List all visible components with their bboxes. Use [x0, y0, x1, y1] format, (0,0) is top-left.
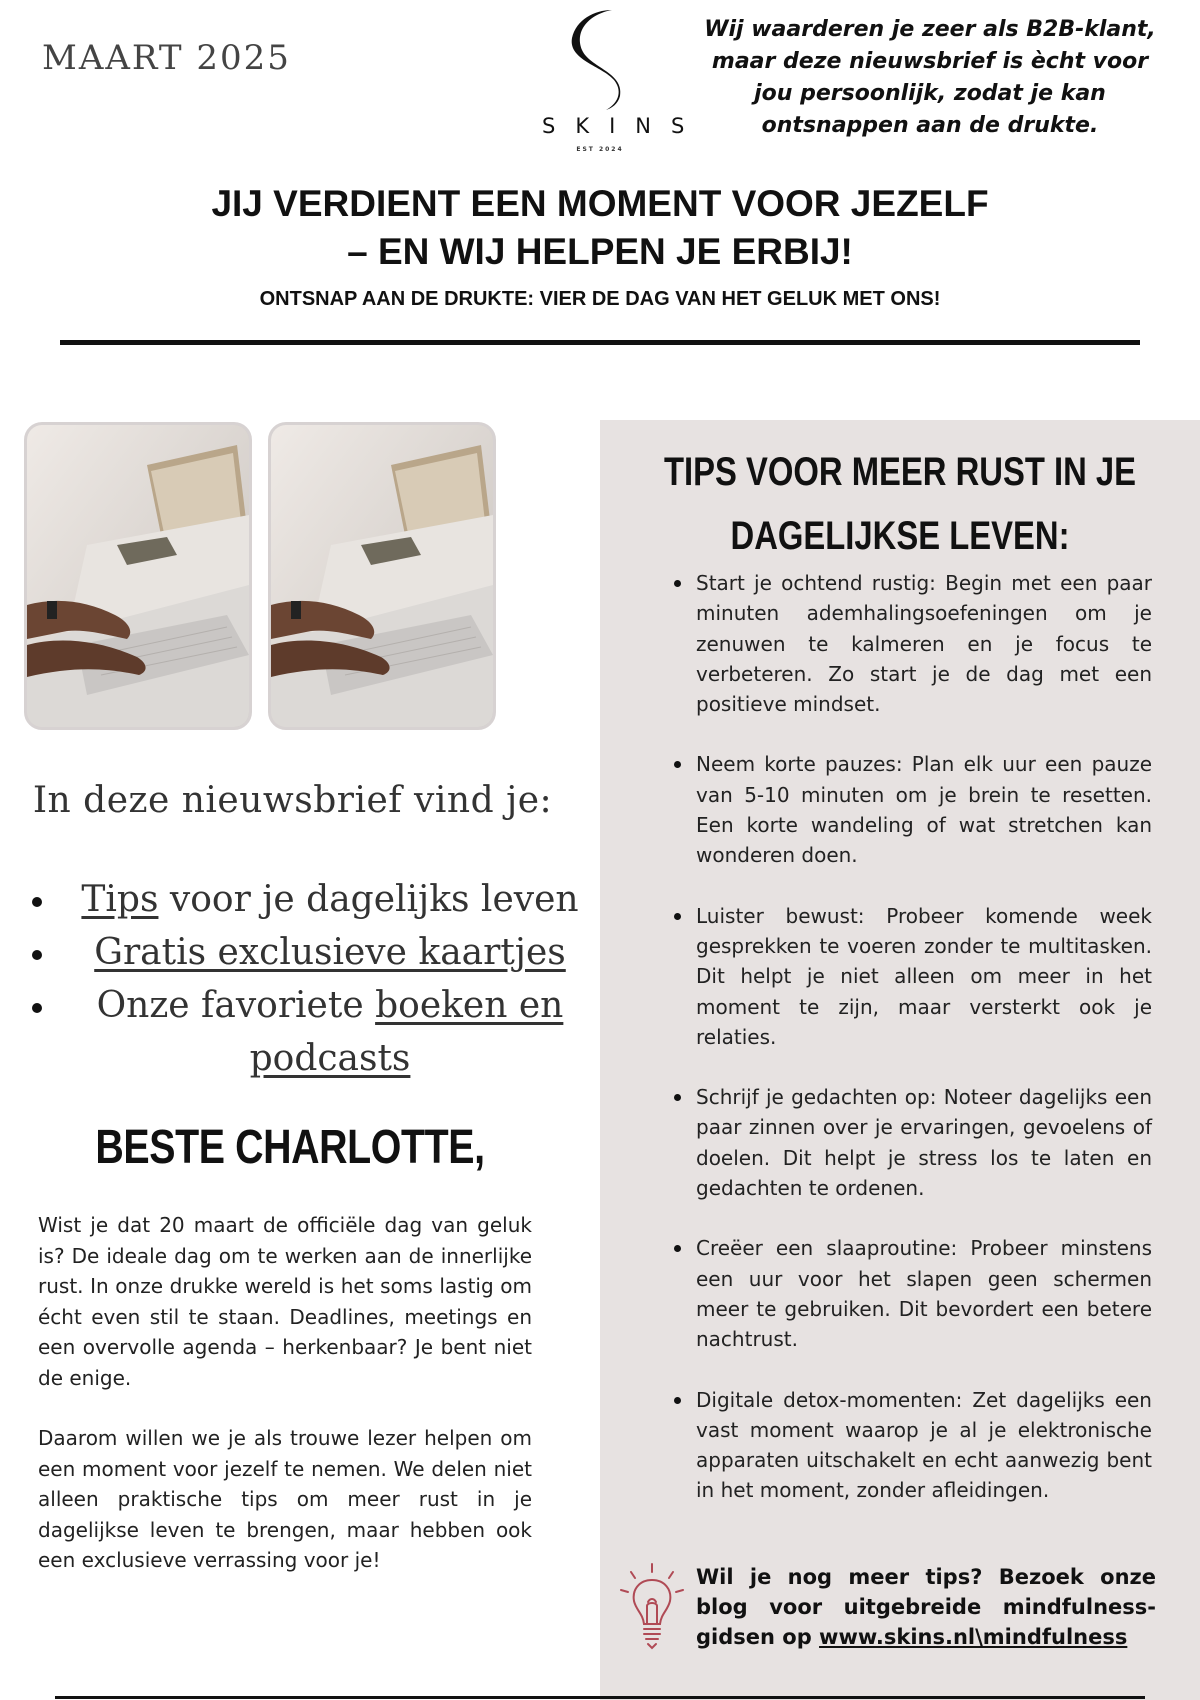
laptop-photo-illustration	[27, 425, 249, 727]
laptop-typing-photo	[268, 422, 496, 730]
intro-note: Wij waarderen je zeer als B2B-klant, maar deze nieuwsbrief is ècht voor jou persoonlijk, zodat je kan ontsnappen aan de drukte.	[704, 17, 1156, 138]
issue-date: MAART 2025	[42, 38, 291, 78]
toc-title: In deze nieuwsbrief vind je:	[32, 780, 553, 821]
sub-headline: ONTSNAP AAN DE DRUKTE: VIER DE DAG VAN HET GELUK MET ONS!	[259, 288, 941, 310]
tips-list	[696, 568, 1152, 1536]
laptop-photo-illustration	[271, 425, 493, 727]
toc-link-tips[interactable]: Tips	[81, 879, 159, 920]
tip-item: Schrijf je gedachten op: Noteer dagelijks een paar zinnen over je ervaringen, gevoelens of doelen. Dit helpt je stress los te laten en gedachten te ordenen.	[696, 1082, 1152, 1203]
tip-item: Neem korte pauzes: Plan elk uur een pauze van 5-10 minuten om je brein te resetten. Een korte wandeling of wat stretchen kan wonderen doen.	[696, 749, 1152, 870]
letter-paragraph: Daarom willen we je als trouwe lezer helpen om een moment voor jezelf te nemen. We delen niet alleen praktische tips om meer rust in je dagelijkse leven te brengen, maar hebben ook een exclusieve verrassing voor je!	[38, 1426, 532, 1572]
toc-list	[20, 873, 580, 1085]
toc-link-tickets[interactable]: Gratis exclusieve kaartjes	[94, 932, 566, 973]
tip-item: Luister bewust: Probeer komende week gesprekken te voeren zonder te multitasken. Dit helpt je niet alleen om meer in het moment te zijn, maar versterkt ook je relaties.	[696, 901, 1152, 1052]
bottom-divider	[55, 1696, 1145, 1699]
logo-wordmark: SKINS	[542, 114, 705, 138]
letter-paragraph: Wist je dat 20 maart de officiële dag van geluk is? De ideale dag om te werken aan de innerlijke rust. In onze drukke wereld is het soms lastig om écht even stil te staan. Deadlines, meetings en een overvolle agenda – herkenbaar? Je bent niet de enige.	[38, 1213, 532, 1390]
top-divider	[60, 340, 1140, 345]
tip-item: Start je ochtend rustig: Begin met een paar minuten ademhalingsoefeningen om je zenuwen te kalmeren en je focus te verbeteren. Zo start je de dag met een positieve mindset.	[696, 568, 1152, 719]
blog-note	[696, 1562, 1156, 1652]
toc-item-tips-text: voor je dagelijks leven	[158, 879, 579, 920]
tips-title	[654, 440, 1146, 568]
toc-item-books-text: Onze favoriete	[96, 985, 376, 1026]
tips-title-line-2: DAGELIJKSE LEVEN:	[730, 514, 1070, 558]
toc-item-books	[20, 979, 580, 1085]
headline-line-1: JIJ VERDIENT EEN MOMENT VOOR JEZELF	[211, 183, 989, 224]
letter-body	[38, 1210, 532, 1606]
lightbulb-icon	[617, 1562, 687, 1654]
tips-panel	[600, 420, 1200, 1700]
tip-item: Creëer een slaaproutine: Probeer minstens een uur voor het slapen geen schermen meer te gebruiken. Dit bevordert een betere nachtrust.	[696, 1233, 1152, 1354]
greeting: BESTE CHARLOTTE,	[95, 1121, 485, 1174]
laptop-typing-photo	[24, 422, 252, 730]
logo-est: EST 2024	[576, 146, 624, 153]
tips-title-line-1: TIPS VOOR MEER RUST IN JE	[663, 450, 1137, 494]
toc-item-tips	[20, 873, 580, 926]
blog-note-text: Wil je nog meer tips? Bezoek onze blog voor uitgebreide mindfulness-gidsen op	[696, 1565, 1156, 1649]
tip-item: Digitale detox-momenten: Zet dagelijks een vast moment waarop je al je elektronische apparaten uitschakelt en echt aanwezig bent in het moment, zonder afleidingen.	[696, 1385, 1152, 1506]
toc-link-books[interactable]: boeken en podcasts	[249, 985, 564, 1079]
toc-item-tickets	[20, 926, 580, 979]
skins-s-logo-icon	[560, 6, 640, 110]
skins-logo	[520, 6, 705, 158]
headline-line-2: – EN WIJ HELPEN JE ERBIJ!	[347, 231, 853, 272]
blog-link[interactable]: www.skins.nl\mindfulness	[819, 1625, 1128, 1649]
main-headline	[100, 180, 1100, 276]
